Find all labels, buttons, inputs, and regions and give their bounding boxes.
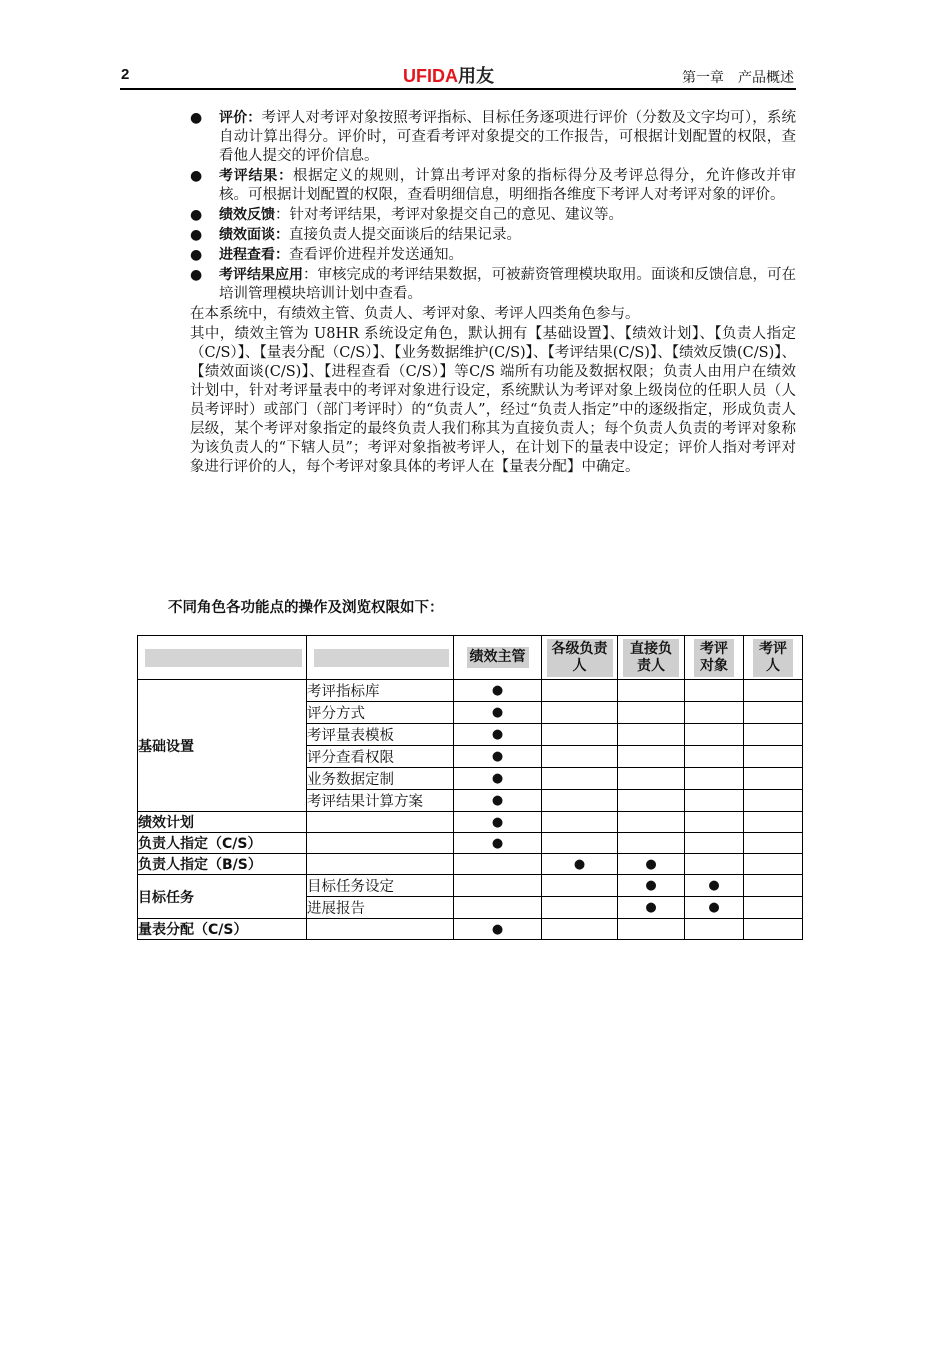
subfunction-cell <box>307 812 454 833</box>
list-item <box>190 206 796 225</box>
permission-cell <box>542 812 618 833</box>
permission-cell <box>542 724 618 746</box>
permission-cell <box>744 897 803 919</box>
permission-cell <box>542 919 618 940</box>
permission-cell <box>744 919 803 940</box>
page-number: 2 <box>121 66 130 83</box>
subfunction-cell: 考评指标库 <box>307 680 454 702</box>
permission-dot-icon: ● <box>491 793 504 808</box>
permission-dot-icon: ● <box>645 900 657 915</box>
bullet-text: 根据定义的规则，计算出考评对象的指标得分及考评总得分，允许修改并审核。可根据计划配置的权限，查看明细信息，明细指各维度下考评人对考评对象的评价。 <box>219 168 797 203</box>
permission-cell <box>542 790 618 812</box>
permission-cell <box>542 768 618 790</box>
function-group-cell: 基础设置 <box>138 680 307 812</box>
permission-cell <box>744 724 803 746</box>
permission-dot-icon: ● <box>645 856 657 872</box>
permission-dot-icon: ● <box>491 835 504 851</box>
permission-cell <box>454 680 542 702</box>
table-row <box>138 833 803 854</box>
list-item <box>190 246 796 265</box>
permission-cell <box>685 854 744 875</box>
bullet-term: 进程查看： <box>219 247 289 263</box>
permission-dot-icon: ● <box>491 814 504 830</box>
bullet-text: ：针对考评结果，考评对象提交自己的意见、建议等。 <box>275 207 623 223</box>
permission-cell <box>454 875 542 897</box>
subfunction-cell: 评分方式 <box>307 702 454 724</box>
permission-cell <box>454 919 542 940</box>
permission-cell <box>685 812 744 833</box>
permission-cell <box>744 875 803 897</box>
permission-cell <box>542 875 618 897</box>
roles-detail-paragraph: 其中，绩效主管为 U8HR 系统设定角色，默认拥有【基础设置】、【绩效计划】、【负责人指定（C/S）】、【量表分配（C/S）】、【业务数据维护(C/S)】、【考评结果(C/S)】、【绩效反馈(C/S)】、【绩效面谈(C/S)】、【进程查看（C/S）】等C/S 端所有功能及数据权限；负责人由用户在绩效计划中，针对考评量表中的考评对象进行设定，系统默认为考评对象上级岗位的任职人员（人员考评时）或部门（部门考评时）的“负责人”，经过“负责人指定”中的逐级指定，形成负责人层级，某个考评对象指定的最终负责人我们称其为直接负责人；每个负责人负责的考评对象称为该负责人的“下辖人员”；考评对象指被考评人，在计划下的量表中设定；评价人指对考评对象进行评价的人，每个考评对象具体的考评人在【量表分配】中确定。 <box>190 326 796 475</box>
chapter-label: 第一章 <box>682 70 724 86</box>
permission-cell <box>685 724 744 746</box>
bullet-text: ：审核完成的考评结果数据，可被薪资管理模块取用。面谈和反馈信息，可在培训管理模块培训计划中查看。 <box>219 267 796 302</box>
table-row <box>138 854 803 875</box>
permission-cell <box>685 790 744 812</box>
table-header-row <box>138 636 803 680</box>
subfunction-cell: 评分查看权限 <box>307 746 454 768</box>
permission-cell <box>618 875 685 897</box>
permission-cell <box>685 919 744 940</box>
permission-dot-icon: ● <box>491 921 504 937</box>
chapter-heading <box>682 67 794 87</box>
permission-cell <box>685 746 744 768</box>
function-group-cell: 负责人指定（B/S） <box>138 854 307 875</box>
bullet-text: 直接负责人提交面谈后的结果记录。 <box>289 227 521 243</box>
permission-cell <box>542 746 618 768</box>
permission-cell <box>618 854 685 875</box>
permission-dot-icon: ● <box>573 856 586 872</box>
permission-dot-icon: ● <box>708 878 720 893</box>
page-header <box>120 62 796 90</box>
list-item <box>190 266 796 304</box>
permission-cell <box>454 702 542 724</box>
bullet-term: 绩效反馈 <box>219 207 275 223</box>
bullet-icon: ● <box>190 247 203 263</box>
function-group-cell: 量表分配（C/S） <box>138 919 307 940</box>
permission-cell <box>744 790 803 812</box>
bullet-term: 评价： <box>219 110 262 126</box>
permission-cell <box>542 680 618 702</box>
permission-cell <box>685 875 744 897</box>
permission-dot-icon: ● <box>491 683 504 698</box>
permissions-table <box>137 635 803 940</box>
bullet-text: 查看评价进程并发送通知。 <box>289 247 463 263</box>
subfunction-cell: 考评量表模板 <box>307 724 454 746</box>
permission-cell <box>618 702 685 724</box>
bullet-term: 考评结果： <box>219 168 293 184</box>
table-row <box>138 680 803 702</box>
function-group-cell: 目标任务 <box>138 875 307 919</box>
permission-cell <box>454 854 542 875</box>
permission-cell <box>685 833 744 854</box>
permission-cell <box>685 768 744 790</box>
subfunction-cell: 进展报告 <box>307 897 454 919</box>
permission-cell <box>744 812 803 833</box>
permission-cell <box>454 746 542 768</box>
bullet-term: 绩效面谈： <box>219 227 289 243</box>
permission-cell <box>618 897 685 919</box>
permission-cell <box>454 768 542 790</box>
permission-cell <box>618 919 685 940</box>
bullet-icon: ● <box>190 267 203 283</box>
header-blank-subfunction <box>307 636 454 680</box>
permission-cell <box>618 724 685 746</box>
bullet-icon: ● <box>190 227 203 243</box>
roles-intro-paragraph: 在本系统中，有绩效主管、负责人、考评对象、考评人四类角色参与。 <box>190 306 640 322</box>
header-role: 直接负责人 <box>618 636 685 680</box>
subfunction-cell <box>307 854 454 875</box>
bullet-icon: ● <box>190 207 203 223</box>
logo-cn: 用友 <box>458 66 494 86</box>
permission-cell <box>454 812 542 833</box>
permission-cell <box>618 812 685 833</box>
header-role: 考评对象 <box>685 636 744 680</box>
header-blank-function <box>138 636 307 680</box>
permission-cell <box>744 854 803 875</box>
bullet-icon: ● <box>190 168 203 184</box>
permission-cell <box>744 768 803 790</box>
permission-dot-icon: ● <box>491 771 504 786</box>
permission-cell <box>685 897 744 919</box>
permission-cell <box>454 724 542 746</box>
permission-cell <box>744 746 803 768</box>
permission-cell <box>744 833 803 854</box>
permission-cell <box>744 702 803 724</box>
subfunction-cell: 业务数据定制 <box>307 768 454 790</box>
permission-cell <box>618 680 685 702</box>
bullet-text: 考评人对考评对象按照考评指标、目标任务逐项进行评价（分数及文字均可），系统自动计算出得分。评价时，可查看考评对象提交的工作报告，可根据计划配置的权限，查看他人提交的评价信息。 <box>219 110 797 164</box>
list-item <box>190 226 796 245</box>
permission-cell <box>454 790 542 812</box>
permission-cell <box>618 746 685 768</box>
permission-cell <box>618 790 685 812</box>
body-content <box>190 109 796 478</box>
permission-dot-icon: ● <box>708 900 720 915</box>
permission-cell <box>542 833 618 854</box>
header-role: 各级负责人 <box>542 636 618 680</box>
table-row <box>138 919 803 940</box>
function-group-cell: 负责人指定（C/S） <box>138 833 307 854</box>
permission-cell <box>618 833 685 854</box>
bullet-term: 考评结果应用 <box>219 267 303 283</box>
feature-list <box>190 109 796 304</box>
logo-brand: UFIDA <box>403 66 458 86</box>
table-caption: 不同角色各功能点的操作及浏览权限如下： <box>168 600 444 616</box>
permission-cell <box>685 702 744 724</box>
subfunction-cell: 考评结果计算方案 <box>307 790 454 812</box>
list-item <box>190 109 796 166</box>
ufida-logo <box>403 62 494 88</box>
permission-cell <box>618 768 685 790</box>
permission-cell <box>685 680 744 702</box>
permission-cell <box>542 702 618 724</box>
table-body <box>138 680 803 940</box>
permission-cell <box>454 897 542 919</box>
function-group-cell: 绩效计划 <box>138 812 307 833</box>
permission-dot-icon: ● <box>491 727 504 742</box>
chapter-title: 产品概述 <box>738 70 794 86</box>
permission-cell <box>542 854 618 875</box>
list-item <box>190 167 796 205</box>
subfunction-cell <box>307 833 454 854</box>
permission-cell <box>744 680 803 702</box>
table-row <box>138 812 803 833</box>
permission-cell <box>454 833 542 854</box>
subfunction-cell: 目标任务设定 <box>307 875 454 897</box>
permission-dot-icon: ● <box>491 705 504 720</box>
table-row <box>138 875 803 897</box>
header-role: 绩效主管 <box>454 636 542 680</box>
subfunction-cell <box>307 919 454 940</box>
bullet-icon: ● <box>190 110 203 126</box>
permission-dot-icon: ● <box>491 749 504 764</box>
permission-dot-icon: ● <box>645 878 657 893</box>
header-role: 考评人 <box>744 636 803 680</box>
permission-cell <box>542 897 618 919</box>
